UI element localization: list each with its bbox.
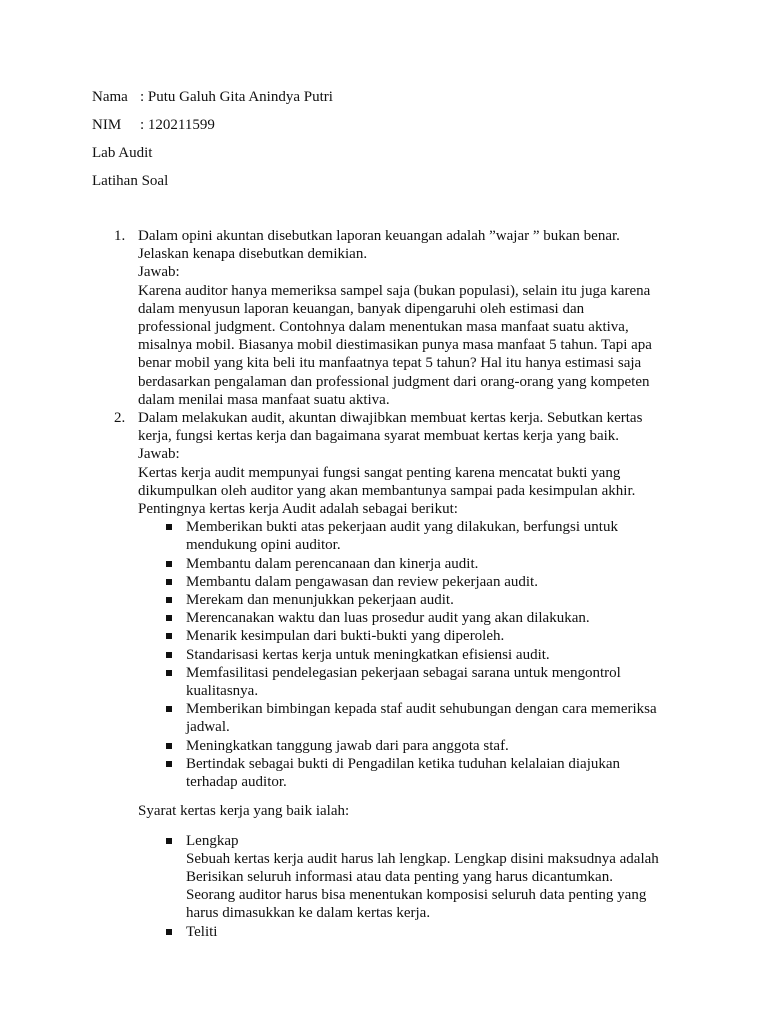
- name-label: Nama: [92, 89, 128, 105]
- nim-row: [92, 116, 215, 134]
- q2-answer-label: Jawab:: [138, 446, 180, 463]
- square-bullet-icon: [166, 761, 172, 767]
- q1-line: benar mobil yang kita beli itu manfaatnya tepat 5 tahun? Hal itu hanya estimasi saja: [138, 355, 642, 372]
- list-item: Bertindak sebagai bukti di Pengadilan ketika tuduhan kelalaian diajukan terhadap auditor.: [162, 755, 684, 791]
- square-bullet-icon: [166, 597, 172, 603]
- square-bullet-icon: [166, 561, 172, 567]
- name-row: [92, 88, 333, 106]
- list-item: Membantu dalam perencanaan dan kinerja audit.: [162, 555, 684, 573]
- list-item: Standarisasi kertas kerja untuk meningkatkan efisiensi audit.: [162, 646, 684, 664]
- list-item: Memberikan bimbingan kepada staf audit sehubungan dengan cara memeriksa jadwal.: [162, 700, 684, 736]
- q2-line: Pentingnya kertas kerja Audit adalah sebagai berikut:: [138, 501, 458, 518]
- list-item: Meningkatkan tanggung jawab dari para anggota staf.: [162, 737, 684, 755]
- question-number: 2.: [114, 410, 126, 427]
- square-bullet-icon: [166, 929, 172, 935]
- q2-line: Dalam melakukan audit, akuntan diwajibkan membuat kertas kerja. Sebutkan kertas: [138, 410, 643, 427]
- list-item: [162, 923, 684, 941]
- question-list: [114, 227, 684, 941]
- square-bullet-icon: [166, 706, 172, 712]
- list-item: Merencanakan waktu dan luas prosedur audit yang akan dilakukan.: [162, 609, 684, 627]
- list-item: Memberikan bukti atas pekerjaan audit yang dilakukan, berfungsi untuk mendukung opini auditor.: [162, 518, 684, 554]
- requirement-title: Lengkap: [186, 832, 239, 849]
- q1-line: professional judgment. Contohnya dalam menentukan masa manfaat suatu aktiva,: [138, 319, 629, 336]
- square-bullet-icon: [166, 633, 172, 639]
- question-number: 1.: [114, 228, 126, 244]
- square-bullet-icon: [166, 579, 172, 585]
- square-bullet-icon: [166, 652, 172, 658]
- question-2: [114, 409, 684, 941]
- nim-value: : 120211599: [140, 117, 215, 133]
- requirement-title: Teliti: [186, 923, 218, 940]
- q1-answer-label: Jawab:: [138, 264, 180, 281]
- syarat-intro: Syarat kertas kerja yang baik ialah:: [138, 803, 350, 820]
- q2-line: Kertas kerja audit mempunyai fungsi sangat penting karena mencatat bukti yang: [138, 464, 621, 481]
- square-bullet-icon: [166, 743, 172, 749]
- q2-line: dikumpulkan oleh auditor yang akan membantunya sampai pada kesimpulan akhir.: [138, 482, 636, 499]
- q1-line: Dalam opini akuntan disebutkan laporan keuangan adalah ”wajar ” bukan benar.: [138, 228, 620, 244]
- list-item: Merekam dan menunjukkan pekerjaan audit.: [162, 591, 684, 609]
- q1-line: Karena auditor hanya memeriksa sampel saja (bukan populasi), selain itu juga karena: [138, 282, 651, 299]
- list-item: Memfasilitasi pendelegasian pekerjaan sebagai sarana untuk mengontrol kualitasnya.: [162, 664, 684, 700]
- square-bullet-icon: [166, 670, 172, 676]
- requirement-list: [162, 832, 684, 941]
- square-bullet-icon: [166, 615, 172, 621]
- question-1: [114, 227, 684, 409]
- square-bullet-icon: [166, 838, 172, 844]
- list-item: Menarik kesimpulan dari bukti-bukti yang diperoleh.: [162, 627, 684, 645]
- q2-line: kerja, fungsi kertas kerja dan bagaimana syarat membuat kertas kerja yang baik.: [138, 428, 620, 445]
- page-title: Latihan Soal: [92, 173, 169, 189]
- q1-line: Jelaskan kenapa disebutkan demikian.: [138, 246, 368, 263]
- q1-line: misalnya mobil. Biasanya mobil diestimasikan punya masa manfaat 5 tahun. Tapi apa: [138, 337, 652, 354]
- course-title: Lab Audit: [92, 145, 153, 161]
- name-value: : Putu Galuh Gita Anindya Putri: [140, 89, 333, 105]
- q1-line: dalam menilai masa manfaat suatu aktiva.: [138, 391, 390, 408]
- q1-line: dalam menyusun laporan keuangan, banyak dipengaruhi oleh estimasi dan: [138, 300, 585, 317]
- square-bullet-icon: [166, 524, 172, 530]
- q1-line: berdasarkan pengalaman dan professional judgment dari orang-orang yang kompeten: [138, 373, 650, 390]
- function-list: [162, 518, 684, 791]
- list-item: Membantu dalam pengawasan dan review pekerjaan audit.: [162, 573, 684, 591]
- nim-label: NIM: [92, 117, 122, 133]
- list-item: Lengkap Sebuah kertas kerja audit harus lah lengkap. Lengkap disini maksudnya adalah Berisikan seluruh informasi atau data penting yang harus dicantumkan. Seorang auditor harus bisa menentukan komposisi seluruh data penting yang harus dimasukkan ke dalam kertas kerja.: [162, 832, 684, 923]
